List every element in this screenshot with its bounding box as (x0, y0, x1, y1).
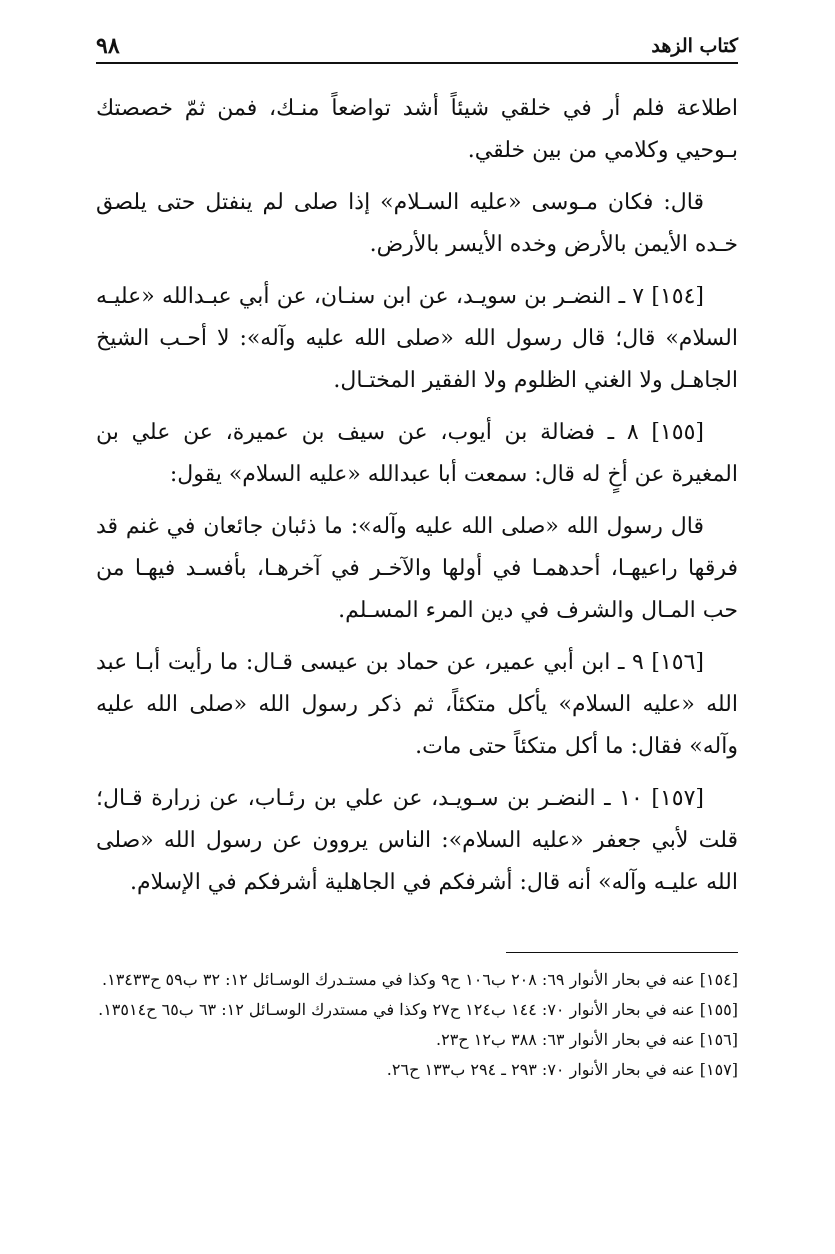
main-text (96, 88, 738, 904)
page-number: ٩٨ (96, 33, 120, 59)
paragraph: قال: فكان مـوسى «عليه السـلام» إذا صلى لم ينفتل حتى يلصق خـده الأيمن بالأرض وخده الأيسر بالأرض. (96, 190, 738, 257)
paragraph: اطلاعة فلم أر في خلقي شيئاً أشد تواضعاً منـك، فمن ثمّ خصصتك بـوحيي وكلامي من بين خلقي. (96, 96, 738, 163)
hadith-154: [١٥٤] ٧ ـ النضـر بن سويـد، عن ابن سنـان، عن أبي عبـدالله «عليـه السلام» قال؛ قال رسول الله «صلى الله عليه وآله»: لا أحـب الشيخ الجاهـل ولا الغني الظلوم ولا الفقير المختـال. (96, 284, 739, 393)
footnote: [١٥٧] عنه في بحار الأنوار ٧٠: ٢٩٣ ـ ٢٩٤ ب١٣٣ ح٢٦. (386, 1060, 738, 1079)
footnote: [١٥٥] عنه في بحار الأنوار ٧٠: ١٤٤ ب١٢٤ ح٢٧ وكذا في مستدرك الوسـائل ١٢: ٦٣ ب٦٥ ح١٣٥١٤. (98, 1000, 738, 1019)
footnote-separator (506, 952, 738, 953)
hadith-157: [١٥٧] ١٠ ـ النضـر بن سـويـد، عن علي بن رئـاب، عن زرارة قـال؛ قلت لأبي جعفر «عليه السلام»: الناس يروون عن رسول الله «صلى الله عليـه وآله» أنه قال: أشرفكم في الجاهلية أشرفكم في الإسلام. (96, 786, 738, 895)
footnote: [١٥٦] عنه في بحار الأنوار ٦٣: ٣٨٨ ب١٢ ح٢٣. (436, 1030, 738, 1049)
running-header (96, 30, 738, 64)
footnotes (96, 965, 738, 1085)
book-page (96, 30, 738, 1085)
paragraph: قال رسول الله «صلى الله عليه وآله»: ما ذئبان جائعان في غنم قد فرقها راعيهـا، أحدهمـا في أولها والآخـر في آخرهـا، بأفسـد فيهـا من حب المـال والشرف في دين المرء المسـلم. (96, 514, 738, 623)
hadith-156: [١٥٦] ٩ ـ ابن أبي عمير، عن حماد بن عيسى قـال: ما رأيت أبـا عبد الله «عليه السلام» يأكل متكئاً، ثم ذكر رسول الله «صلى الله عليه وآله» فقال: ما أكل متكئاً حتى مات. (96, 650, 738, 759)
book-title: كتاب الزهد (651, 35, 738, 57)
footnote: [١٥٤] عنه في بحار الأنوار ٦٩: ٢٠٨ ب١٠٦ ح٩ وكذا في مستـدرك الوسـائل ١٢: ٣٢ ب٥٩ ح١٣٤٣٣. (102, 970, 738, 989)
hadith-155: [١٥٥] ٨ ـ فضالة بن أيوب، عن سيف بن عميرة، عن علي بن المغيرة عن أخٍ له قال: سمعت أبا عبدالله «عليه السلام» يقول: (96, 420, 738, 487)
